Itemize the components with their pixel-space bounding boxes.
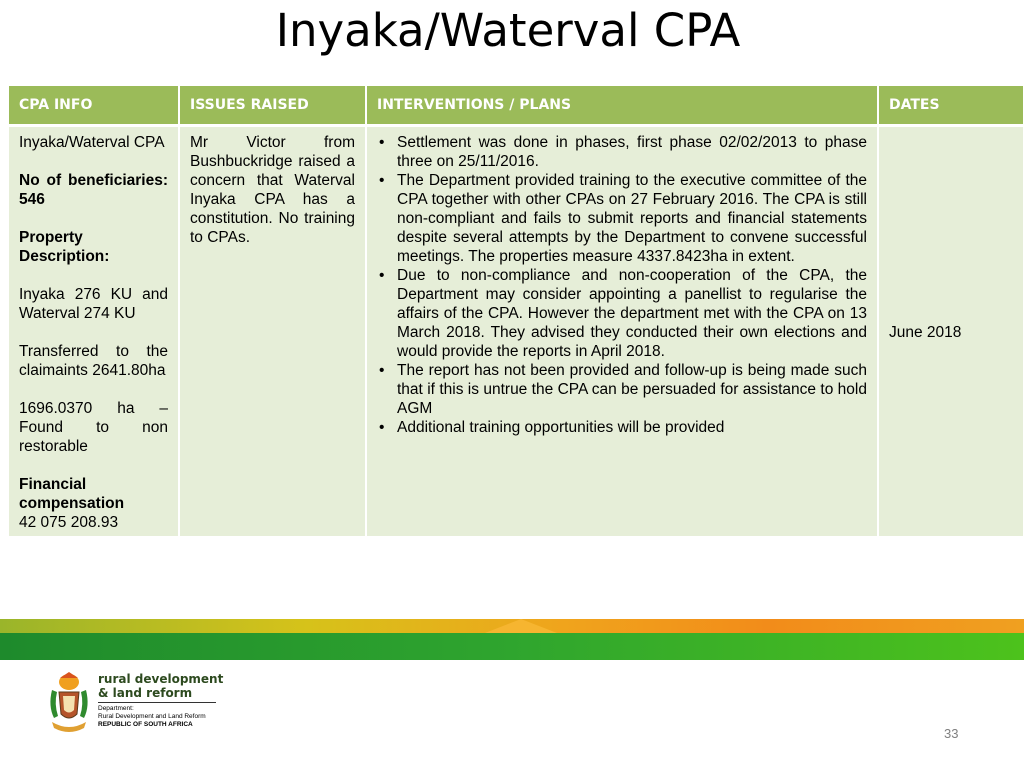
cpa-table <box>9 86 1024 536</box>
table-header-row <box>9 86 1024 126</box>
list-item: • Due to non-compliance and non-cooperation of the CPA, the Department may consider appointing a panellist to regularise the affairs of the CPA. However the department met with the CPA on 13 March 2018. They advised they conducted their own elections and would provide the reports in April 2018. <box>377 266 867 361</box>
logo-divider <box>98 702 216 703</box>
transferred-text: Transferred to the claimaints 2641.80ha <box>19 343 168 379</box>
slide-title: Inyaka/Waterval CPA <box>275 4 741 57</box>
table-row <box>9 126 1024 537</box>
cpa-info-cell <box>9 126 179 537</box>
beneficiaries-count: No of beneficiaries: 546 <box>19 172 168 208</box>
department-logo-text <box>98 672 223 729</box>
interventions-cell <box>366 126 878 537</box>
page-number: 33 <box>944 726 959 741</box>
list-item: • The report has not been provided and follow-up is being made such that if this is untrue the CPA can be persuaded for assistance to hold AGM <box>377 361 867 418</box>
list-item: • Additional training opportunities will be provided <box>377 418 867 437</box>
property-description-text: Inyaka 276 KU and Waterval 274 KU <box>19 286 168 322</box>
dept-label: Department: <box>98 705 134 712</box>
financial-compensation-value: 42 075 208.93 <box>19 514 119 531</box>
country-name: REPUBLIC OF SOUTH AFRICA <box>98 721 193 728</box>
list-item: • Settlement was done in phases, first phase 02/02/2013 to phase three on 25/11/2016. <box>377 133 867 171</box>
property-description-label: Property Description: <box>19 229 110 265</box>
financial-compensation <box>19 475 168 532</box>
logo-line2: & land reform <box>98 686 193 700</box>
non-restorable-text: 1696.0370 ha – Found to non restorable <box>19 400 168 455</box>
dept-name: Rural Development and Land Reform <box>98 713 206 720</box>
header-dates: DATES <box>878 86 1024 126</box>
logo-line1: rural development <box>98 672 224 686</box>
list-item: • The Department provided training to the executive committee of the CPA together with other CPAs on 27 February 2016. The CPA is still non-compliant and fails to submit reports and financial statements despite several attempts by the Department to convene successful meetings. The properties measure 4337.8423ha in extent. <box>377 171 867 266</box>
financial-compensation-label: Financial compensation <box>19 476 125 512</box>
interventions-list <box>377 133 867 437</box>
header-interventions: INTERVENTIONS / PLANS <box>366 86 878 126</box>
footer-band-green <box>0 633 1024 660</box>
issues-raised-cell: Mr Victor from Bushbuckridge raised a concern that Waterval Inyaka CPA has a constitution. No training to CPAs. <box>179 126 366 537</box>
header-issues-raised: ISSUES RAISED <box>179 86 366 126</box>
coat-of-arms-icon <box>44 670 94 734</box>
dates-cell: June 2018 <box>878 126 1024 537</box>
cpa-name: Inyaka/Waterval CPA <box>19 134 165 151</box>
header-cpa-info: CPA INFO <box>9 86 179 126</box>
footer-band-peak <box>485 619 557 633</box>
